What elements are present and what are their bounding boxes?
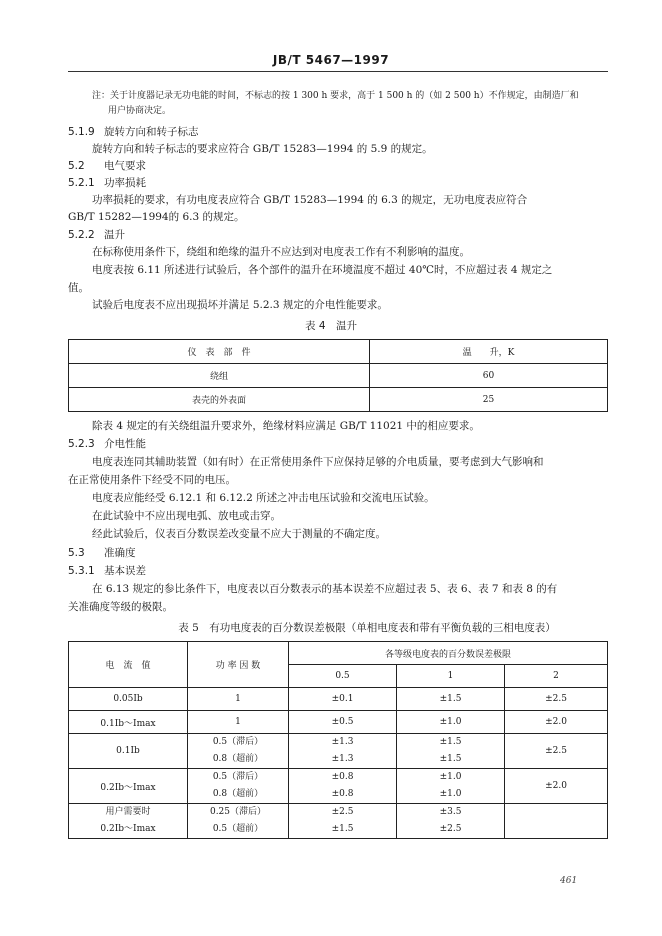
pf-line: 0.5（滞后）: [212, 737, 264, 747]
section-title: 基本误差: [104, 565, 146, 577]
section-number: 5.1.9: [68, 126, 95, 138]
section-5-2-1-line-1: 功率损耗的要求，有功电度表应符合 GB/T 15283—1994 的 6.3 的规定，无功电度表应符合: [92, 194, 528, 206]
cell-power-factor: 1: [188, 688, 289, 711]
column-header-rise: 温 升，K: [370, 340, 608, 364]
cell-class-0-5: [289, 769, 397, 804]
pf-line: 0.5（超前）: [212, 824, 264, 834]
note-line-1: 注：关于计度器记录无功电能的时间，不标志的按 1 300 h 要求，高于 1 500 h 的（如 2 500 h）不作规定，由制造厂和: [92, 91, 579, 101]
table-row: [69, 804, 608, 839]
section-title: 电气要求: [104, 160, 146, 172]
section-5-1-9-body: 旋转方向和转子标志的要求应符合 GB/T 15283—1994 的 5.9 的规定。: [92, 143, 433, 155]
section-number: 5.2.2: [68, 229, 95, 241]
table-row: [69, 688, 608, 711]
value-line: ±1.3: [331, 737, 354, 747]
cell-class-0-5: ±0.1: [289, 688, 397, 711]
value-line: ±0.8: [331, 789, 354, 799]
table-header-row: [69, 340, 608, 364]
standard-number-header: JB/T 5467—1997: [272, 53, 390, 67]
cell-class-2: [505, 769, 608, 804]
column-header-class: 2: [505, 665, 608, 688]
table-row: [69, 364, 608, 388]
cell-rise: 25: [370, 388, 608, 412]
cell-class-2: [505, 734, 608, 769]
section-number: 5.2.3: [68, 438, 95, 450]
section-5-2-heading: [68, 159, 146, 173]
cell-current: 0.2Ib～Imax: [69, 769, 188, 804]
cell-class-1: ±1.0: [397, 711, 505, 734]
cell-class-2: ±2.0: [505, 711, 608, 734]
section-5-1-9-heading: [68, 125, 199, 139]
section-5-2-3-para-3: 在此试验中不应出现电弧、放电或击穿。: [92, 510, 281, 522]
section-number: 5.2: [68, 160, 85, 172]
section-title: 介电性能: [104, 438, 146, 450]
section-5-2-2-para-2b: 值。: [68, 282, 89, 294]
table-row: [69, 734, 608, 769]
table-row: [69, 388, 608, 412]
header-rule: [68, 71, 608, 72]
value-line: ±2.5: [439, 824, 462, 834]
value-line: ±1.5: [331, 824, 354, 834]
section-title: 准确度: [104, 547, 136, 559]
cell-current: 0.1Ib: [69, 734, 188, 769]
after-table-4-text: 除表 4 规定的有关绕组温升要求外，绝缘材料应满足 GB/T 11021 中的相应要求。: [92, 420, 480, 432]
cell-power-factor: [188, 769, 289, 804]
value-line: ±2.0: [545, 780, 567, 791]
column-header-class: 0.5: [289, 665, 397, 688]
table-4-caption: 表 4 温升: [304, 320, 358, 332]
cell-class-2: [505, 804, 608, 839]
section-title: 旋转方向和转子标志: [104, 126, 199, 138]
value-line: ±3.5: [439, 807, 462, 817]
cell-power-factor: [188, 804, 289, 839]
current-line: 0.2Ib～Imax: [100, 824, 156, 834]
cell-class-0-5: [289, 734, 397, 769]
column-header-error-limits: 各等级电度表的百分数误差极限: [289, 642, 608, 665]
cell-class-2: ±2.5: [505, 688, 608, 711]
value-line: ±1.0: [439, 789, 462, 799]
cell-class-1: [397, 769, 505, 804]
table-5-error-limits: [68, 641, 608, 839]
section-5-2-1-heading: [68, 176, 146, 190]
table-row: [69, 769, 608, 804]
value-line: ±2.5: [331, 807, 354, 817]
section-5-2-3-heading: [68, 437, 146, 451]
cell-class-0-5: [289, 804, 397, 839]
current-line: 用户需要时: [105, 807, 151, 817]
cell-class-1: ±1.5: [397, 688, 505, 711]
pf-line: 0.5（滞后）: [212, 772, 264, 782]
section-5-2-2-heading: [68, 228, 125, 242]
column-header-part: 仪 表 部 件: [69, 340, 370, 364]
section-number: 5.3: [68, 547, 85, 559]
value-line: ±1.5: [439, 754, 462, 764]
note-line-2: 用户协商决定。: [108, 106, 172, 116]
value-line: ±1.0: [439, 772, 462, 782]
table-5-caption: 表 5 有功电度表的百分数误差极限（单相电度表和带有平衡负载的三相电度表）: [178, 622, 556, 634]
table-4-temperature-rise: [68, 339, 608, 412]
section-5-3-heading: [68, 546, 136, 560]
cell-part: 表壳的外表面: [69, 388, 370, 412]
section-5-3-1-heading: [68, 564, 146, 578]
section-5-2-1-line-2: GB/T 15282—1994的 6.3 的规定。: [68, 211, 245, 223]
cell-rise: 60: [370, 364, 608, 388]
column-header-power-factor: 功 率 因 数: [188, 642, 289, 688]
section-number: 5.2.1: [68, 177, 95, 189]
section-5-2-2-para-3: 试验后电度表不应出现损坏并满足 5.2.3 规定的介电性能要求。: [92, 299, 388, 311]
section-5-3-1-para-1b: 关准确度等级的极限。: [68, 601, 173, 613]
column-header-current: 电 流 值: [69, 642, 188, 688]
section-5-2-3-para-4: 经此试验后，仪表百分数误差改变量不应大于测量的不确定度。: [92, 528, 386, 540]
pf-line: 0.8（超前）: [212, 789, 264, 799]
section-title: 功率损耗: [104, 177, 146, 189]
section-5-2-2-para-1: 在标称使用条件下，绕组和绝缘的温升不应达到对电度表工作有不利影响的温度。: [92, 246, 470, 258]
section-title: 温升: [104, 229, 125, 241]
cell-current: 0.1Ib～Imax: [69, 711, 188, 734]
pf-line: 0.8（超前）: [212, 754, 264, 764]
cell-current: [69, 804, 188, 839]
page-number: 461: [560, 876, 578, 886]
cell-class-1: [397, 804, 505, 839]
column-header-class: 1: [397, 665, 505, 688]
cell-power-factor: [188, 734, 289, 769]
section-5-2-2-para-2a: 电度表按 6.11 所述进行试验后，各个部件的温升在环境温度不超过 40℃时，不应超过表 4 规定之: [92, 264, 553, 276]
section-5-2-3-para-1a: 电度表连同其辅助装置（如有时）在正常使用条件下应保持足够的介电质量，要考虑到大气影响和: [92, 456, 544, 468]
cell-current: 0.05Ib: [69, 688, 188, 711]
cell-part: 绕组: [69, 364, 370, 388]
value-line: ±1.5: [439, 737, 462, 747]
section-number: 5.3.1: [68, 565, 95, 577]
cell-power-factor: 1: [188, 711, 289, 734]
cell-class-0-5: ±0.5: [289, 711, 397, 734]
cell-class-1: [397, 734, 505, 769]
pf-line: 0.25（滞后）: [209, 807, 267, 817]
table-row: [69, 711, 608, 734]
section-5-3-1-para-1a: 在 6.13 规定的参比条件下，电度表以百分数表示的基本误差不应超过表 5、表 6、表 7 和表 8 的有: [92, 583, 558, 595]
table-header-row: [69, 642, 608, 665]
value-line: ±1.3: [331, 754, 354, 764]
value-line: ±0.8: [331, 772, 354, 782]
value-line: ±2.5: [545, 745, 567, 756]
section-5-2-3-para-2: 电度表应能经受 6.12.1 和 6.12.2 所述之冲击电压试验和交流电压试验。: [92, 492, 435, 504]
section-5-2-3-para-1b: 在正常使用条件下经受不同的电压。: [68, 474, 236, 486]
